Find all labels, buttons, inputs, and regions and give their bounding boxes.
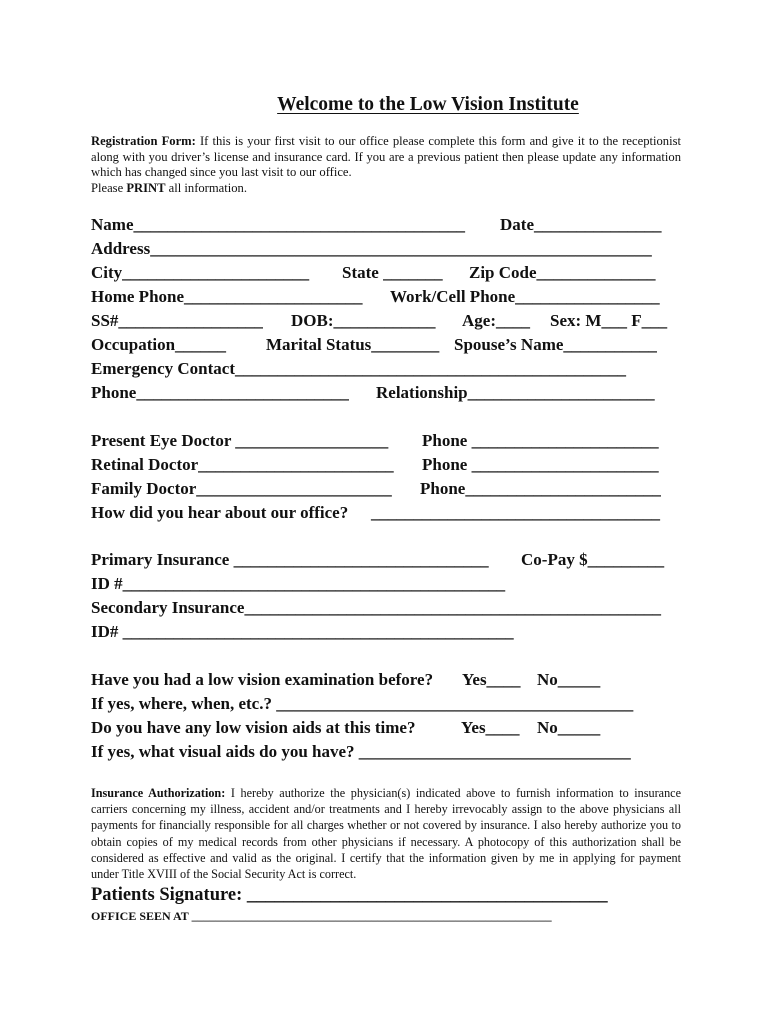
aids-now-question: Do you have any low vision aids at this time? xyxy=(91,718,416,737)
row-name-date xyxy=(91,215,691,237)
intro-paragraph xyxy=(91,134,681,197)
occupation-field[interactable]: Occupation______ xyxy=(91,335,227,354)
ss-field[interactable]: SS#_________________ xyxy=(91,311,263,330)
aids-now-yes[interactable]: Yes____ xyxy=(461,718,520,737)
family-doctor-field[interactable]: Family Doctor_______________________ xyxy=(91,479,392,498)
spouse-name-field[interactable]: Spouse’s Name___________ xyxy=(454,335,657,354)
row-primary-insurance xyxy=(91,550,691,572)
page-title: Welcome to the Low Vision Institute xyxy=(277,94,579,115)
family-doctor-phone-field[interactable]: Phone_______________________ xyxy=(420,479,661,498)
retinal-doctor-field[interactable]: Retinal Doctor_______________________ xyxy=(91,455,394,474)
work-cell-phone-field[interactable]: Work/Cell Phone_________________ xyxy=(390,287,660,306)
aids-now-no[interactable]: No_____ xyxy=(537,718,601,737)
print-note-pre: Please xyxy=(91,181,127,196)
row-retinal-doctor xyxy=(91,455,691,477)
row-secondary-id xyxy=(91,622,691,644)
exam-before-no[interactable]: No_____ xyxy=(537,670,601,689)
print-note-post: all information. xyxy=(165,181,248,196)
patient-signature-field[interactable]: Patients Signature: _______________________________________ xyxy=(91,885,608,905)
age-field[interactable]: Age:____ xyxy=(462,311,530,330)
row-referral-source xyxy=(91,503,691,525)
primary-id-field[interactable]: ID #_____________________________________________ xyxy=(91,574,506,593)
name-field[interactable]: Name_______________________________________ xyxy=(91,215,465,234)
emergency-phone-field[interactable]: Phone_________________________ xyxy=(91,383,349,402)
referral-answer-field[interactable]: __________________________________ xyxy=(371,503,660,522)
exam-before-question: Have you had a low vision examination before? xyxy=(91,670,434,689)
exam-before-yes[interactable]: Yes____ xyxy=(462,670,521,689)
present-eye-doctor-field[interactable]: Present Eye Doctor __________________ xyxy=(91,431,389,450)
referral-question: How did you hear about our office? xyxy=(91,503,349,522)
address-field[interactable]: Address___________________________________________________________ xyxy=(91,239,652,258)
row-present-eye-doctor xyxy=(91,431,691,453)
state-field[interactable]: State _______ xyxy=(342,263,443,282)
copay-field[interactable]: Co-Pay $_________ xyxy=(521,550,665,569)
row-secondary-insurance xyxy=(91,598,691,620)
retinal-doctor-phone-field[interactable]: Phone ______________________ xyxy=(422,455,659,474)
row-primary-id xyxy=(91,574,691,596)
row-aids-which xyxy=(91,742,691,764)
row-exam-details xyxy=(91,694,691,716)
sex-field[interactable]: Sex: M___ F___ xyxy=(550,311,668,330)
intro-lead: Registration Form: xyxy=(91,134,196,148)
row-phone-relationship xyxy=(91,383,691,405)
authorization-text: I hereby authorize the physician(s) indicated above to furnish information to insurance carriers concerning my illness, accident and/or treatments and I hereby irrevocably assign to the above physicians all payments for financially responsible for all charges whether or not covered by insurance. I also hereby authorize you to obtain copies of my medical records from other physicians if necessary. A photocopy of this authorization shall be considered as effective and valid as the original. I certify that the information given by me in applying for payment under Title XVIII of the Social Security Act is correct. xyxy=(91,786,681,882)
row-ss-dob-age-sex xyxy=(91,311,691,333)
row-city-state-zip xyxy=(91,263,691,285)
row-phones xyxy=(91,287,691,309)
row-exam-before xyxy=(91,670,691,692)
office-seen-at-field[interactable]: OFFICE SEEN AT ____________________________________________________________ xyxy=(91,909,552,923)
row-occupation-marital-spouse xyxy=(91,335,691,357)
row-aids-now xyxy=(91,718,691,740)
marital-status-field[interactable]: Marital Status________ xyxy=(266,335,440,354)
relationship-field[interactable]: Relationship______________________ xyxy=(376,383,655,402)
authorization-lead: Insurance Authorization: xyxy=(91,786,226,800)
row-address xyxy=(91,239,691,261)
present-doctor-phone-field[interactable]: Phone ______________________ xyxy=(422,431,659,450)
secondary-id-field[interactable]: ID# ______________________________________________ xyxy=(91,622,514,641)
zip-code-field[interactable]: Zip Code______________ xyxy=(469,263,656,282)
row-emergency-contact xyxy=(91,359,691,381)
insurance-authorization xyxy=(91,785,681,882)
row-family-doctor xyxy=(91,479,691,501)
aids-which-field[interactable]: If yes, what visual aids do you have? ________________________________ xyxy=(91,742,631,761)
exam-details-field[interactable]: If yes, where, when, etc.? __________________________________________ xyxy=(91,694,634,713)
intro-text: If this is your first visit to our office please complete this form and give it to the receptionist along with you driver’s license and insurance card. If you are a previous patient then please update any information which has changed since you last visit to our office. xyxy=(91,134,681,180)
home-phone-field[interactable]: Home Phone_____________________ xyxy=(91,287,363,306)
city-field[interactable]: City______________________ xyxy=(91,263,310,282)
secondary-insurance-field[interactable]: Secondary Insurance_________________________________________________ xyxy=(91,598,661,617)
emergency-contact-field[interactable]: Emergency Contact______________________________________________ xyxy=(91,359,626,378)
primary-insurance-field[interactable]: Primary Insurance ______________________________ xyxy=(91,550,489,569)
print-note-bold: PRINT xyxy=(126,181,166,196)
date-field[interactable]: Date_______________ xyxy=(500,215,662,234)
dob-field[interactable]: DOB:____________ xyxy=(291,311,436,330)
